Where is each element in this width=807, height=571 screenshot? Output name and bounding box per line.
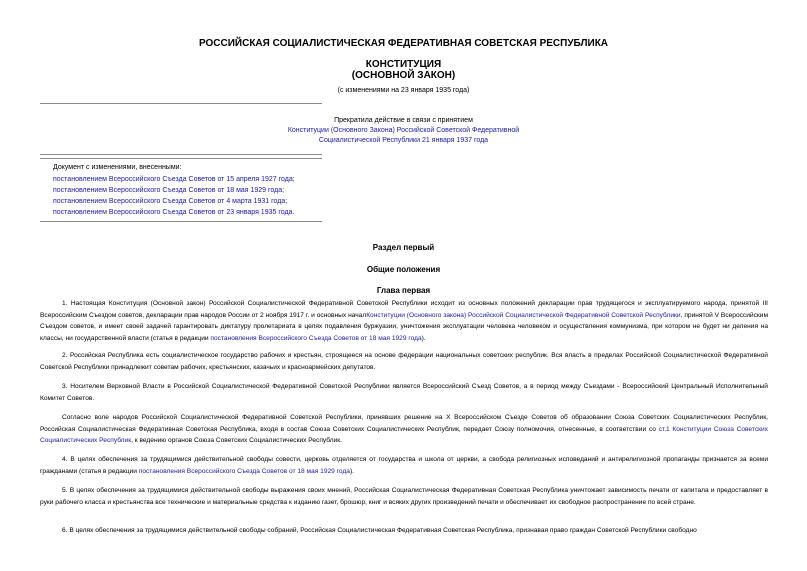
section-subtitle: Общие положения bbox=[366, 265, 441, 274]
status-link[interactable]: Конституции (Основного Закона) Российской Советской Федеративной bbox=[287, 127, 520, 134]
divider bbox=[40, 154, 322, 155]
divider bbox=[40, 221, 322, 222]
article-4: 4. В целях обеспечения за трудящимися действительной свободы совести, церковь отделяется от государства и школа от церкви, а свобода религиозных исповеданий и антирелигиозной пропаганды признается за всеми гражданами (статья в редакции постановления Всероссийского Съезда Советов от 18 мая 1929 года). bbox=[40, 456, 768, 475]
chapter-title: Глава первая bbox=[376, 286, 431, 295]
article-1: 1. Настоящая Конституция (Основной закон) Российской Социалистической Федеративной Советской Республики исходит из основных положений декларации прав трудящегося и эксплуатируемого народа, принятой III Всероссийским Съездом советов, декларации прав народов России от 2 ноября 1917 г. и основных началКонституции (Основного закона) Российской Социалистической Федеративной Советской Республики, принятой V Всероссийским Съездом советов, и имеет своей задачей гарантировать диктатуру пролетариата в целях подавления буржуазии, уничтожения эксплуатации человека человеком и осуществления коммунизма, при котором не будет ни деления на классы, ни государственной власти (статья в редакции постановления Всероссийского Съезда Советов от 18 мая 1929 года). bbox=[40, 300, 768, 342]
ussr-constitution-link[interactable]: ст.1 Конституции Союза Советских Социалистических Республик bbox=[40, 425, 768, 445]
amendment-link[interactable]: постановлением Всероссийского Съезда Советов от 23 января 1935 года. bbox=[53, 209, 295, 216]
article-6: 6. В целях обеспечения за трудящимися действительной свободы собраний, Российская Социалистическая Федеративная Советская Республика, признавая право граждан Советской Республики свободно bbox=[62, 527, 697, 534]
status-link-cont[interactable]: Социалистической Республики 21 января 1937 года bbox=[318, 137, 489, 144]
status-block bbox=[0, 116, 807, 146]
revision-note: (с изменениями на 23 января 1935 года) bbox=[337, 87, 470, 94]
article-5: 5. В целях обеспечения за трудящимися действительной свободы выражения своих мнений, Российская Социалистическая Федеративная Советская Республика уничтожает зависимость печати от капитала и предоставляет в руки рабочего класса и крестьянства все технические и материальные средства к изданию газет, брошюр, книг и всяких других произведений печати и обеспечивает их свободное распространение по всей стране. bbox=[40, 487, 768, 506]
document-subtitle: (ОСНОВНОЙ ЗАКОН) bbox=[351, 70, 456, 81]
amendment-link[interactable]: постановлением Всероссийского Съезда Советов от 15 апреля 1927 года; bbox=[53, 176, 295, 183]
article-3: 3. Носителем Верховной Власти в Российской Социалистической Федеративной Советской Республики является Всероссийский Съезд Советов, а в период между Съездами - Всероссийский Центральный Исполнительный Комитет Советов. bbox=[40, 383, 768, 402]
article-2: 2. Российская Республика есть социалистическое государство рабочих и крестьян, строящееся на основе федерации национальных советских республик. Вся власть в пределах Российской Социалистической Федеративной Советской Республики принадлежит советам рабочих, крестьянских, казачьих и красноармейских депутатов. bbox=[40, 352, 768, 371]
amendments-list bbox=[53, 174, 295, 218]
divider bbox=[40, 103, 322, 104]
section-title: Раздел первый bbox=[372, 243, 435, 252]
resolution-link[interactable]: постановления Всероссийского Съезда Советов от 18 мая 1929 года bbox=[210, 334, 422, 342]
amendment-link[interactable]: постановлением Всероссийского Съезда Советов от 4 марта 1931 года; bbox=[53, 198, 288, 205]
article-3-cont: Согласно воле народов Российской Социалистической Федеративной Советской Республики, принявших решение на X Всероссийском Съезде Советов об образовании Союза Советских Социалистических Республик, Российская Социалистическая Федеративная Советская Республика, входя в состав Союза Советских Социалистических Республик, передает Союзу полномочия, отнесенные, в соответствии со ст.1 Конституции Союза Советских Социалистических Республик, к ведению органов Союза Советских Социалистических Республик. bbox=[40, 414, 768, 445]
resolution-link[interactable]: постановления Всероссийского Съезда Советов от 18 мая 1929 года bbox=[138, 467, 350, 475]
divider bbox=[40, 158, 322, 159]
amendments-heading: Документ с изменениями, внесенными: bbox=[53, 164, 182, 171]
status-text: Прекратила действие в связи с принятием bbox=[334, 117, 473, 124]
republic-title: РОССИЙСКАЯ СОЦИАЛИСТИЧЕСКАЯ ФЕДЕРАТИВНАЯ СОВЕТСКАЯ РЕСПУБЛИКА bbox=[198, 38, 609, 49]
document-title: КОНСТИТУЦИЯ bbox=[365, 59, 442, 70]
amendment-link[interactable]: постановлением Всероссийского Съезда Советов от 18 мая 1929 года; bbox=[53, 187, 285, 194]
constitution-link[interactable]: Конституции (Основного закона) Российской Социалистической Федеративной Советской Республики bbox=[366, 311, 681, 319]
